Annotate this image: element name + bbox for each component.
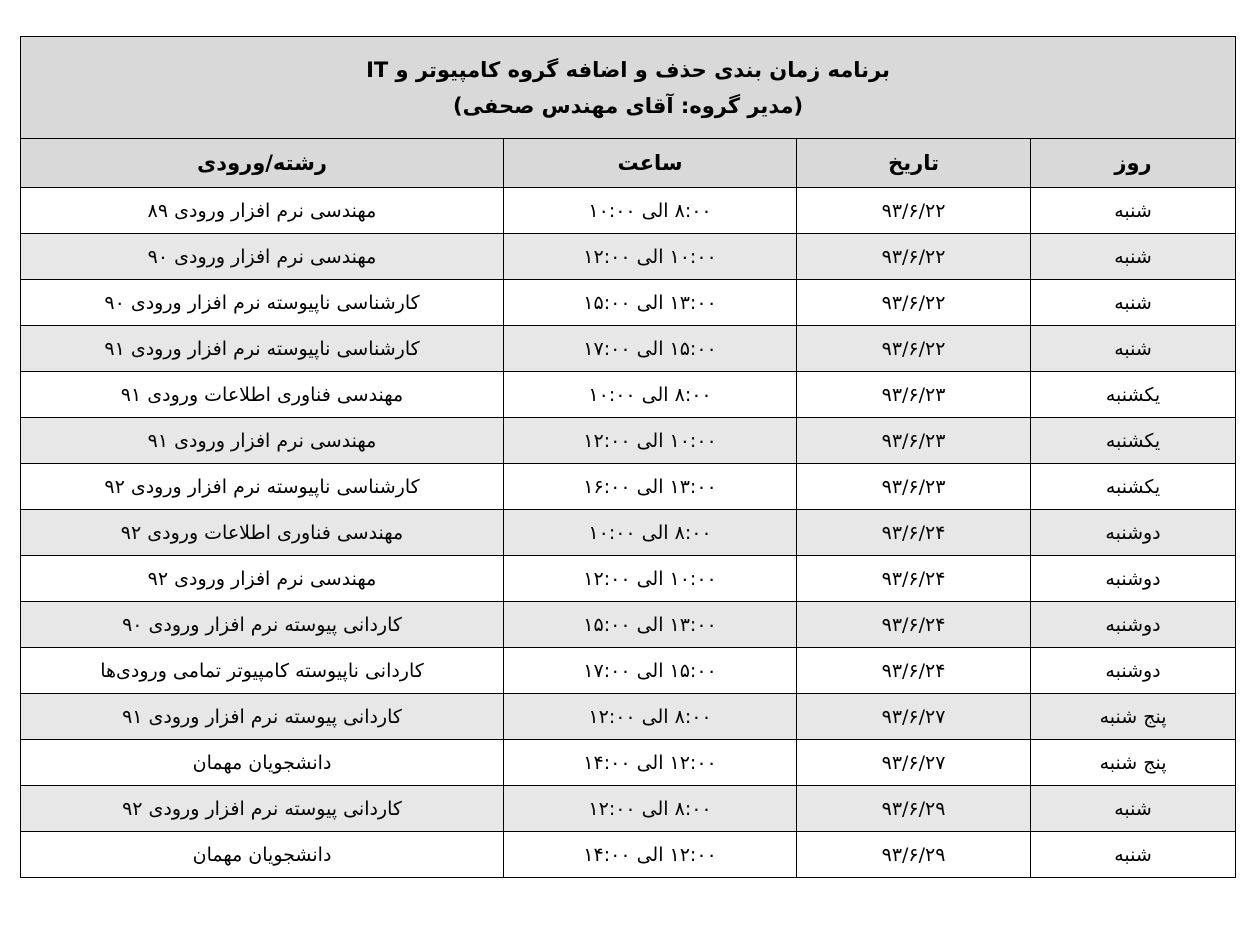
cell-day: شنبه xyxy=(1031,280,1236,326)
cell-time: ۸:۰۰ الی ۱۰:۰۰ xyxy=(504,188,797,234)
cell-major: کاردانی پیوسته نرم افزار ورودی ۹۱ xyxy=(21,694,504,740)
table-row xyxy=(21,326,1236,372)
cell-date: ۹۳/۶/۲۹ xyxy=(797,786,1031,832)
header-row xyxy=(21,139,1236,188)
cell-day: پنج شنبه xyxy=(1031,694,1236,740)
cell-major: مهندسی فناوری اطلاعات ورودی ۹۱ xyxy=(21,372,504,418)
table-row xyxy=(21,556,1236,602)
table-row xyxy=(21,786,1236,832)
cell-day: شنبه xyxy=(1031,188,1236,234)
cell-major: کاردانی پیوسته نرم افزار ورودی ۹۲ xyxy=(21,786,504,832)
table-row xyxy=(21,602,1236,648)
cell-time: ۱۰:۰۰ الی ۱۲:۰۰ xyxy=(504,556,797,602)
cell-major: کارشناسی ناپیوسته نرم افزار ورودی ۹۰ xyxy=(21,280,504,326)
cell-day: یکشنبه xyxy=(1031,372,1236,418)
cell-major: کاردانی پیوسته نرم افزار ورودی ۹۰ xyxy=(21,602,504,648)
cell-day: شنبه xyxy=(1031,786,1236,832)
table-row xyxy=(21,372,1236,418)
cell-major: مهندسی نرم افزار ورودی ۹۰ xyxy=(21,234,504,280)
cell-day: دوشنبه xyxy=(1031,602,1236,648)
cell-time: ۱۳:۰۰ الی ۱۵:۰۰ xyxy=(504,602,797,648)
cell-date: ۹۳/۶/۲۲ xyxy=(797,234,1031,280)
cell-time: ۱۳:۰۰ الی ۱۵:۰۰ xyxy=(504,280,797,326)
cell-time: ۱۵:۰۰ الی ۱۷:۰۰ xyxy=(504,326,797,372)
cell-date: ۹۳/۶/۲۷ xyxy=(797,740,1031,786)
table-row xyxy=(21,510,1236,556)
cell-major: دانشجویان مهمان xyxy=(21,832,504,878)
cell-time: ۱۲:۰۰ الی ۱۴:۰۰ xyxy=(504,740,797,786)
cell-major: مهندسی فناوری اطلاعات ورودی ۹۲ xyxy=(21,510,504,556)
cell-major: مهندسی نرم افزار ورودی ۸۹ xyxy=(21,188,504,234)
schedule-document xyxy=(20,36,1235,878)
cell-date: ۹۳/۶/۲۳ xyxy=(797,418,1031,464)
cell-date: ۹۳/۶/۲۲ xyxy=(797,326,1031,372)
cell-major: کارشناسی ناپیوسته نرم افزار ورودی ۹۲ xyxy=(21,464,504,510)
cell-major: کاردانی ناپیوسته کامپیوتر تمامی ورودی‌ها xyxy=(21,648,504,694)
cell-date: ۹۳/۶/۲۴ xyxy=(797,648,1031,694)
table-row xyxy=(21,648,1236,694)
table-row xyxy=(21,280,1236,326)
cell-day: دوشنبه xyxy=(1031,510,1236,556)
document-subtitle: (مدیر گروه: آقای مهندس صحفی) xyxy=(452,93,804,118)
cell-time: ۸:۰۰ الی ۱۰:۰۰ xyxy=(504,372,797,418)
column-header-date: تاریخ xyxy=(797,139,1031,188)
cell-time: ۱۲:۰۰ الی ۱۴:۰۰ xyxy=(504,832,797,878)
column-header-major: رشته/ورودی xyxy=(21,139,504,188)
table-row xyxy=(21,464,1236,510)
document-title: برنامه زمان بندی حذف و اضافه گروه کامپیوتر و IT xyxy=(366,57,890,82)
cell-day: شنبه xyxy=(1031,832,1236,878)
cell-time: ۸:۰۰ الی ۱۰:۰۰ xyxy=(504,510,797,556)
cell-day: شنبه xyxy=(1031,326,1236,372)
cell-date: ۹۳/۶/۲۴ xyxy=(797,602,1031,648)
cell-time: ۱۵:۰۰ الی ۱۷:۰۰ xyxy=(504,648,797,694)
cell-day: پنج شنبه xyxy=(1031,740,1236,786)
cell-major: کارشناسی ناپیوسته نرم افزار ورودی ۹۱ xyxy=(21,326,504,372)
cell-time: ۸:۰۰ الی ۱۲:۰۰ xyxy=(504,786,797,832)
table-row xyxy=(21,234,1236,280)
cell-date: ۹۳/۶/۲۲ xyxy=(797,280,1031,326)
cell-date: ۹۳/۶/۲۳ xyxy=(797,464,1031,510)
schedule-table xyxy=(20,36,1236,878)
table-row xyxy=(21,740,1236,786)
cell-time: ۱۰:۰۰ الی ۱۲:۰۰ xyxy=(504,418,797,464)
column-header-day: روز xyxy=(1031,139,1236,188)
cell-time: ۱۳:۰۰ الی ۱۶:۰۰ xyxy=(504,464,797,510)
column-header-time: ساعت xyxy=(504,139,797,188)
cell-date: ۹۳/۶/۲۴ xyxy=(797,556,1031,602)
cell-day: یکشنبه xyxy=(1031,418,1236,464)
cell-major: مهندسی نرم افزار ورودی ۹۱ xyxy=(21,418,504,464)
cell-date: ۹۳/۶/۲۴ xyxy=(797,510,1031,556)
title-row xyxy=(21,37,1236,139)
cell-date: ۹۳/۶/۲۳ xyxy=(797,372,1031,418)
table-row xyxy=(21,418,1236,464)
cell-day: دوشنبه xyxy=(1031,556,1236,602)
cell-day: یکشنبه xyxy=(1031,464,1236,510)
cell-major: دانشجویان مهمان xyxy=(21,740,504,786)
cell-day: شنبه xyxy=(1031,234,1236,280)
table-row xyxy=(21,694,1236,740)
cell-date: ۹۳/۶/۲۲ xyxy=(797,188,1031,234)
title-cell xyxy=(21,37,1236,139)
cell-major: مهندسی نرم افزار ورودی ۹۲ xyxy=(21,556,504,602)
cell-date: ۹۳/۶/۲۷ xyxy=(797,694,1031,740)
cell-time: ۱۰:۰۰ الی ۱۲:۰۰ xyxy=(504,234,797,280)
cell-time: ۸:۰۰ الی ۱۲:۰۰ xyxy=(504,694,797,740)
table-row xyxy=(21,188,1236,234)
table-row xyxy=(21,832,1236,878)
cell-date: ۹۳/۶/۲۹ xyxy=(797,832,1031,878)
cell-day: دوشنبه xyxy=(1031,648,1236,694)
table-body xyxy=(21,188,1236,878)
